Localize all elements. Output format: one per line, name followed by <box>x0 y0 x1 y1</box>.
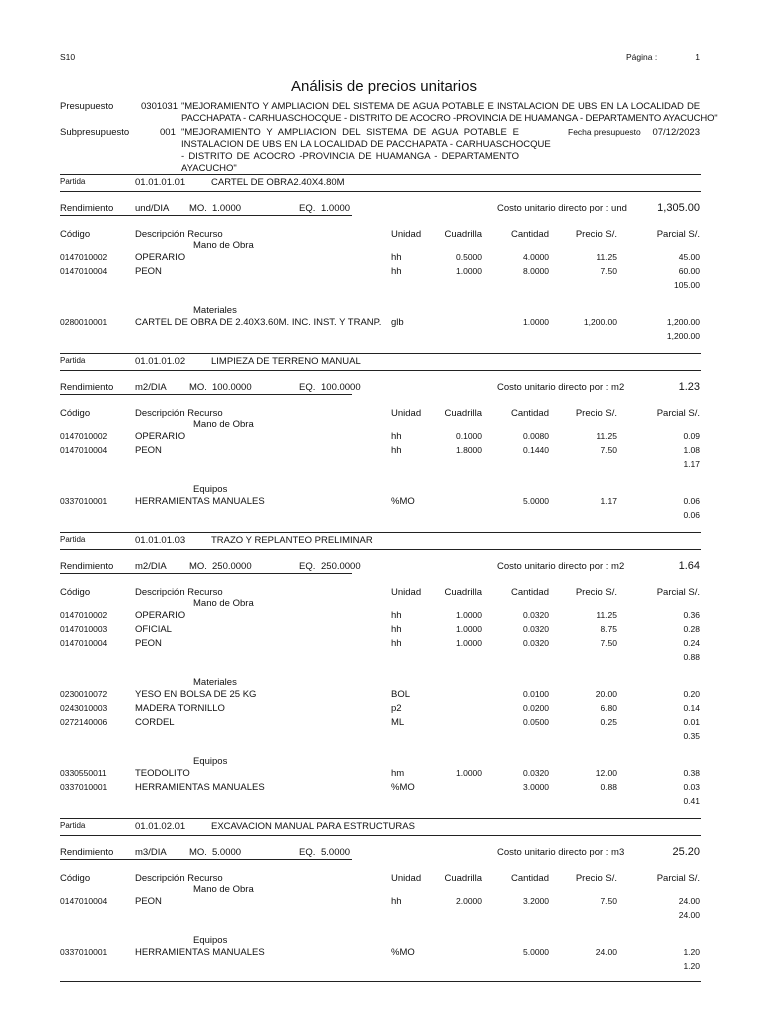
costo-label: Costo unitario directo por : und <box>497 203 627 214</box>
partida-divider <box>60 818 701 819</box>
resource-parcial: 1.20 <box>683 947 700 957</box>
rendimiento-unit: m3/DIA <box>135 847 167 858</box>
col-cantidad-header: Cantidad <box>510 408 549 419</box>
fecha-label: Fecha presupuesto <box>568 127 641 137</box>
col-parcial-header: Parcial S/. <box>656 587 700 598</box>
resource-unit: %MO <box>391 947 415 958</box>
resource-parcial: 45.00 <box>678 252 700 262</box>
costo-label: Costo unitario directo por : m2 <box>497 382 625 393</box>
partida-label: Partida <box>60 535 86 544</box>
col-unidad-header: Unidad <box>391 873 422 884</box>
resource-precio: 11.25 <box>596 610 617 620</box>
resource-precio: 7.50 <box>600 445 617 455</box>
rendimiento-unit: und/DIA <box>135 203 170 214</box>
resource-unit: hh <box>391 896 402 907</box>
group-title: Mano de Obra <box>193 419 254 430</box>
resource-precio: 8.75 <box>600 624 617 634</box>
resource-code: 0337010001 <box>60 947 108 957</box>
costo-label: Costo unitario directo por : m2 <box>497 561 625 572</box>
col-cuadrilla-header: Cuadrilla <box>444 587 482 598</box>
group-subtotal: 1.20 <box>683 961 700 971</box>
rendimiento-label: Rendimiento <box>60 561 114 572</box>
resource-parcial: 0.06 <box>683 496 700 506</box>
resource-unit: hh <box>391 445 402 456</box>
rendimiento-label: Rendimiento <box>60 203 114 214</box>
resource-parcial: 0.38 <box>683 768 700 778</box>
mo-label: MO. <box>189 382 207 393</box>
resource-precio: 0.25 <box>600 717 617 727</box>
resource-code: 0147010002 <box>60 610 108 620</box>
resource-code: 0230010072 <box>60 689 108 699</box>
resource-parcial: 1.08 <box>683 445 700 455</box>
resource-code: 0337010001 <box>60 496 108 506</box>
col-cuadrilla-header: Cuadrilla <box>444 873 482 884</box>
resource-parcial: 0.24 <box>683 638 700 648</box>
partida-divider <box>60 353 701 354</box>
resource-cantidad: 5.0000 <box>523 947 549 957</box>
resource-desc: HERRAMIENTAS MANUALES <box>135 782 265 793</box>
mo-value: 100.0000 <box>212 382 252 393</box>
group-title: Mano de Obra <box>193 884 254 895</box>
partida-label: Partida <box>60 177 86 186</box>
mo-value: 1.0000 <box>212 203 242 214</box>
resource-cantidad: 1.0000 <box>523 317 549 327</box>
resource-unit: hh <box>391 431 402 442</box>
group-title: Equipos <box>193 756 228 767</box>
rendimiento-underline <box>60 394 352 395</box>
eq-value: 1.0000 <box>321 203 351 214</box>
rendimiento-underline <box>60 859 352 860</box>
resource-cantidad: 0.0320 <box>523 768 549 778</box>
resource-code: 0337010001 <box>60 782 108 792</box>
resource-cuadrilla: 1.0000 <box>456 638 482 648</box>
col-unidad-header: Unidad <box>391 229 422 240</box>
col-descripcion-header: Descripción Recurso <box>135 408 223 419</box>
costo-value: 25.20 <box>672 846 700 858</box>
resource-parcial: 60.00 <box>678 266 700 276</box>
resource-precio: 20.00 <box>595 689 617 699</box>
col-unidad-header: Unidad <box>391 587 422 598</box>
resource-cantidad: 0.0320 <box>523 624 549 634</box>
col-descripcion-header: Descripción Recurso <box>135 873 223 884</box>
group-subtotal: 105.00 <box>674 280 700 290</box>
eq-label: EQ. <box>299 561 316 572</box>
group-subtotal: 0.88 <box>683 652 700 662</box>
page-label: Página : <box>626 52 658 62</box>
resource-precio: 12.00 <box>595 768 617 778</box>
col-parcial-header: Parcial S/. <box>656 408 700 419</box>
partida-name: EXCAVACION MANUAL PARA ESTRUCTURAS <box>211 821 415 832</box>
col-unidad-header: Unidad <box>391 408 422 419</box>
resource-cantidad: 3.2000 <box>523 896 549 906</box>
resource-unit: hh <box>391 638 402 649</box>
resource-unit: hm <box>391 768 405 779</box>
resource-unit: ML <box>391 717 405 728</box>
resource-precio: 7.50 <box>600 266 617 276</box>
col-precio-header: Precio S/. <box>575 873 617 884</box>
partida-underline <box>60 835 701 836</box>
resource-cantidad: 0.0080 <box>523 431 549 441</box>
resource-code: 0280010001 <box>60 317 108 327</box>
resource-precio: 6.80 <box>600 703 617 713</box>
presupuesto-line1: "MEJORAMIENTO Y AMPLIACION DEL SISTEMA DE AGUA POTABLE E INSTALACION DE UBS EN LA LOCALIDAD DE <box>181 101 700 112</box>
subpresupuesto-label: Subpresupuesto <box>60 127 130 138</box>
resource-precio: 11.25 <box>596 431 617 441</box>
resource-code: 0330550011 <box>60 768 107 778</box>
mo-label: MO. <box>189 561 207 572</box>
resource-desc: YESO EN BOLSA DE 25 KG <box>135 689 257 700</box>
resource-cantidad: 0.0200 <box>523 703 549 713</box>
resource-desc: OPERARIO <box>135 610 186 621</box>
resource-desc: OPERARIO <box>135 431 186 442</box>
mo-label: MO. <box>189 203 207 214</box>
rendimiento-label: Rendimiento <box>60 382 114 393</box>
group-title: Materiales <box>193 305 237 316</box>
partida-underline <box>60 191 701 192</box>
resource-precio: 0.88 <box>600 782 617 792</box>
resource-parcial: 0.03 <box>683 782 700 792</box>
resource-desc: HERRAMIENTAS MANUALES <box>135 496 265 507</box>
resource-desc: CARTEL DE OBRA DE 2.40X3.60M. INC. INST. Y TRANP. <box>135 317 382 328</box>
resource-cuadrilla: 0.5000 <box>456 252 482 262</box>
eq-label: EQ. <box>299 847 316 858</box>
resource-cuadrilla: 1.0000 <box>456 610 482 620</box>
resource-code: 0147010004 <box>60 896 108 906</box>
costo-value: 1,305.00 <box>657 202 700 214</box>
costo-label: Costo unitario directo por : m3 <box>497 847 625 858</box>
col-precio-header: Precio S/. <box>575 408 617 419</box>
resource-code: 0272140006 <box>60 717 108 727</box>
mo-value: 5.0000 <box>212 847 242 858</box>
resource-parcial: 0.01 <box>683 717 700 727</box>
group-title: Materiales <box>193 677 237 688</box>
group-subtotal: 0.35 <box>683 731 700 741</box>
resource-unit: glb <box>391 317 404 328</box>
resource-desc: PEON <box>135 896 162 907</box>
resource-parcial: 1,200.00 <box>666 317 700 327</box>
group-subtotal: 0.41 <box>683 796 700 806</box>
col-codigo-header: Código <box>60 229 91 240</box>
col-cuadrilla-header: Cuadrilla <box>444 408 482 419</box>
partida-code: 01.01.01.01 <box>135 177 186 188</box>
resource-unit: %MO <box>391 782 415 793</box>
resource-unit: p2 <box>391 703 402 714</box>
group-title: Mano de Obra <box>193 598 254 609</box>
col-cantidad-header: Cantidad <box>510 229 549 240</box>
resource-precio: 11.25 <box>596 252 617 262</box>
col-precio-header: Precio S/. <box>575 587 617 598</box>
presupuesto-code: 0301031 <box>141 101 178 112</box>
col-codigo-header: Código <box>60 873 91 884</box>
rendimiento-unit: m2/DIA <box>135 382 167 393</box>
mo-label: MO. <box>189 847 207 858</box>
resource-precio: 7.50 <box>600 896 617 906</box>
eq-label: EQ. <box>299 203 316 214</box>
resource-parcial: 0.28 <box>683 624 700 634</box>
group-title: Mano de Obra <box>193 240 254 251</box>
resource-code: 0147010003 <box>60 624 108 634</box>
col-codigo-header: Código <box>60 408 91 419</box>
resource-unit: hh <box>391 610 402 621</box>
partida-label: Partida <box>60 356 86 365</box>
resource-code: 0147010004 <box>60 638 108 648</box>
resource-cuadrilla: 1.0000 <box>456 266 482 276</box>
end-divider <box>60 981 701 982</box>
presupuesto-label: Presupuesto <box>60 101 114 112</box>
resource-unit: hh <box>391 252 402 263</box>
partida-code: 01.01.01.02 <box>135 356 186 367</box>
subpresupuesto-line4: AYACUCHO" <box>181 163 237 174</box>
resource-unit: hh <box>391 266 402 277</box>
col-parcial-header: Parcial S/. <box>656 229 700 240</box>
resource-code: 0147010002 <box>60 252 108 262</box>
subpresupuesto-line3: - DISTRITO DE ACOCRO -PROVINCIA DE HUAMANGA - DEPARTAMENTO <box>181 151 519 162</box>
resource-precio: 24.00 <box>595 947 617 957</box>
resource-desc: MADERA TORNILLO <box>135 703 225 714</box>
rendimiento-label: Rendimiento <box>60 847 114 858</box>
resource-cuadrilla: 1.8000 <box>456 445 482 455</box>
partida-name: CARTEL DE OBRA2.40X4.80M <box>211 177 345 188</box>
page-number: 1 <box>695 52 700 62</box>
partida-name: TRAZO Y REPLANTEO PRELIMINAR <box>211 535 373 546</box>
col-parcial-header: Parcial S/. <box>656 873 700 884</box>
rendimiento-unit: m2/DIA <box>135 561 167 572</box>
col-descripcion-header: Descripción Recurso <box>135 587 223 598</box>
resource-cantidad: 8.0000 <box>523 266 549 276</box>
resource-cuadrilla: 1.0000 <box>456 624 482 634</box>
presupuesto-line2: PACCHAPATA - CARHUASCHOCQUE - DISTRITO DE ACOCRO -PROVINCIA DE HUAMANGA - DEPARTAMENTO AYACUCHO" <box>181 113 718 124</box>
group-title: Equipos <box>193 484 228 495</box>
resource-code: 0243010003 <box>60 703 108 713</box>
resource-desc: PEON <box>135 266 162 277</box>
resource-cantidad: 0.0320 <box>523 610 549 620</box>
partida-divider <box>60 174 701 175</box>
eq-value: 250.0000 <box>321 561 361 572</box>
col-precio-header: Precio S/. <box>575 229 617 240</box>
resource-precio: 7.50 <box>600 638 617 648</box>
group-subtotal: 0.06 <box>683 510 700 520</box>
resource-desc: PEON <box>135 445 162 456</box>
resource-desc: CORDEL <box>135 717 175 728</box>
resource-cantidad: 0.0320 <box>523 638 549 648</box>
report-code: S10 <box>60 52 76 62</box>
col-cantidad-header: Cantidad <box>510 587 549 598</box>
resource-cuadrilla: 2.0000 <box>456 896 482 906</box>
resource-cantidad: 0.0100 <box>523 689 549 699</box>
resource-cantidad: 0.0500 <box>523 717 549 727</box>
resource-cantidad: 0.1440 <box>523 445 549 455</box>
subpresupuesto-line1: "MEJORAMIENTO Y AMPLIACION DEL SISTEMA DE AGUA POTABLE E <box>181 127 519 138</box>
fecha-value: 07/12/2023 <box>652 127 700 138</box>
resource-precio: 1.17 <box>600 496 617 506</box>
partida-code: 01.01.01.03 <box>135 535 186 546</box>
partida-divider <box>60 532 701 533</box>
resource-parcial: 0.20 <box>683 689 700 699</box>
page-title: Análisis de precios unitarios <box>291 78 477 95</box>
partida-label: Partida <box>60 821 86 830</box>
mo-value: 250.0000 <box>212 561 252 572</box>
partida-underline <box>60 370 701 371</box>
resource-desc: HERRAMIENTAS MANUALES <box>135 947 265 958</box>
partida-name: LIMPIEZA DE TERRENO MANUAL <box>211 356 361 367</box>
partida-underline <box>60 549 701 550</box>
group-title: Equipos <box>193 935 228 946</box>
resource-cantidad: 4.0000 <box>523 252 549 262</box>
resource-cantidad: 5.0000 <box>523 496 549 506</box>
group-subtotal: 1,200.00 <box>666 331 700 341</box>
col-cuadrilla-header: Cuadrilla <box>444 229 482 240</box>
subpresupuesto-code: 001 <box>160 127 176 138</box>
resource-desc: OFICIAL <box>135 624 172 635</box>
eq-label: EQ. <box>299 382 316 393</box>
col-cantidad-header: Cantidad <box>510 873 549 884</box>
resource-parcial: 0.36 <box>683 610 700 620</box>
resource-cuadrilla: 0.1000 <box>456 431 482 441</box>
resource-code: 0147010004 <box>60 266 108 276</box>
rendimiento-underline <box>60 573 352 574</box>
eq-value: 100.0000 <box>321 382 361 393</box>
partida-code: 01.01.02.01 <box>135 821 186 832</box>
resource-desc: PEON <box>135 638 162 649</box>
group-subtotal: 24.00 <box>678 910 700 920</box>
resource-cantidad: 3.0000 <box>523 782 549 792</box>
resource-cuadrilla: 1.0000 <box>456 768 482 778</box>
resource-precio: 1,200.00 <box>583 317 617 327</box>
resource-parcial: 0.14 <box>683 703 700 713</box>
col-codigo-header: Código <box>60 587 91 598</box>
resource-parcial: 24.00 <box>678 896 700 906</box>
resource-desc: OPERARIO <box>135 252 186 263</box>
costo-value: 1.23 <box>678 381 700 393</box>
group-subtotal: 1.17 <box>683 459 700 469</box>
col-descripcion-header: Descripción Recurso <box>135 229 223 240</box>
resource-code: 0147010004 <box>60 445 108 455</box>
resource-code: 0147010002 <box>60 431 108 441</box>
subpresupuesto-line2: INSTALACION DE UBS EN LA LOCALIDAD DE PACCHAPATA - CARHUASCHOCQUE <box>181 139 551 150</box>
resource-unit: hh <box>391 624 402 635</box>
resource-unit: %MO <box>391 496 415 507</box>
costo-value: 1.64 <box>678 560 700 572</box>
resource-desc: TEODOLITO <box>135 768 190 779</box>
rendimiento-underline <box>60 215 352 216</box>
resource-unit: BOL <box>391 689 411 700</box>
resource-parcial: 0.09 <box>683 431 700 441</box>
eq-value: 5.0000 <box>321 847 351 858</box>
